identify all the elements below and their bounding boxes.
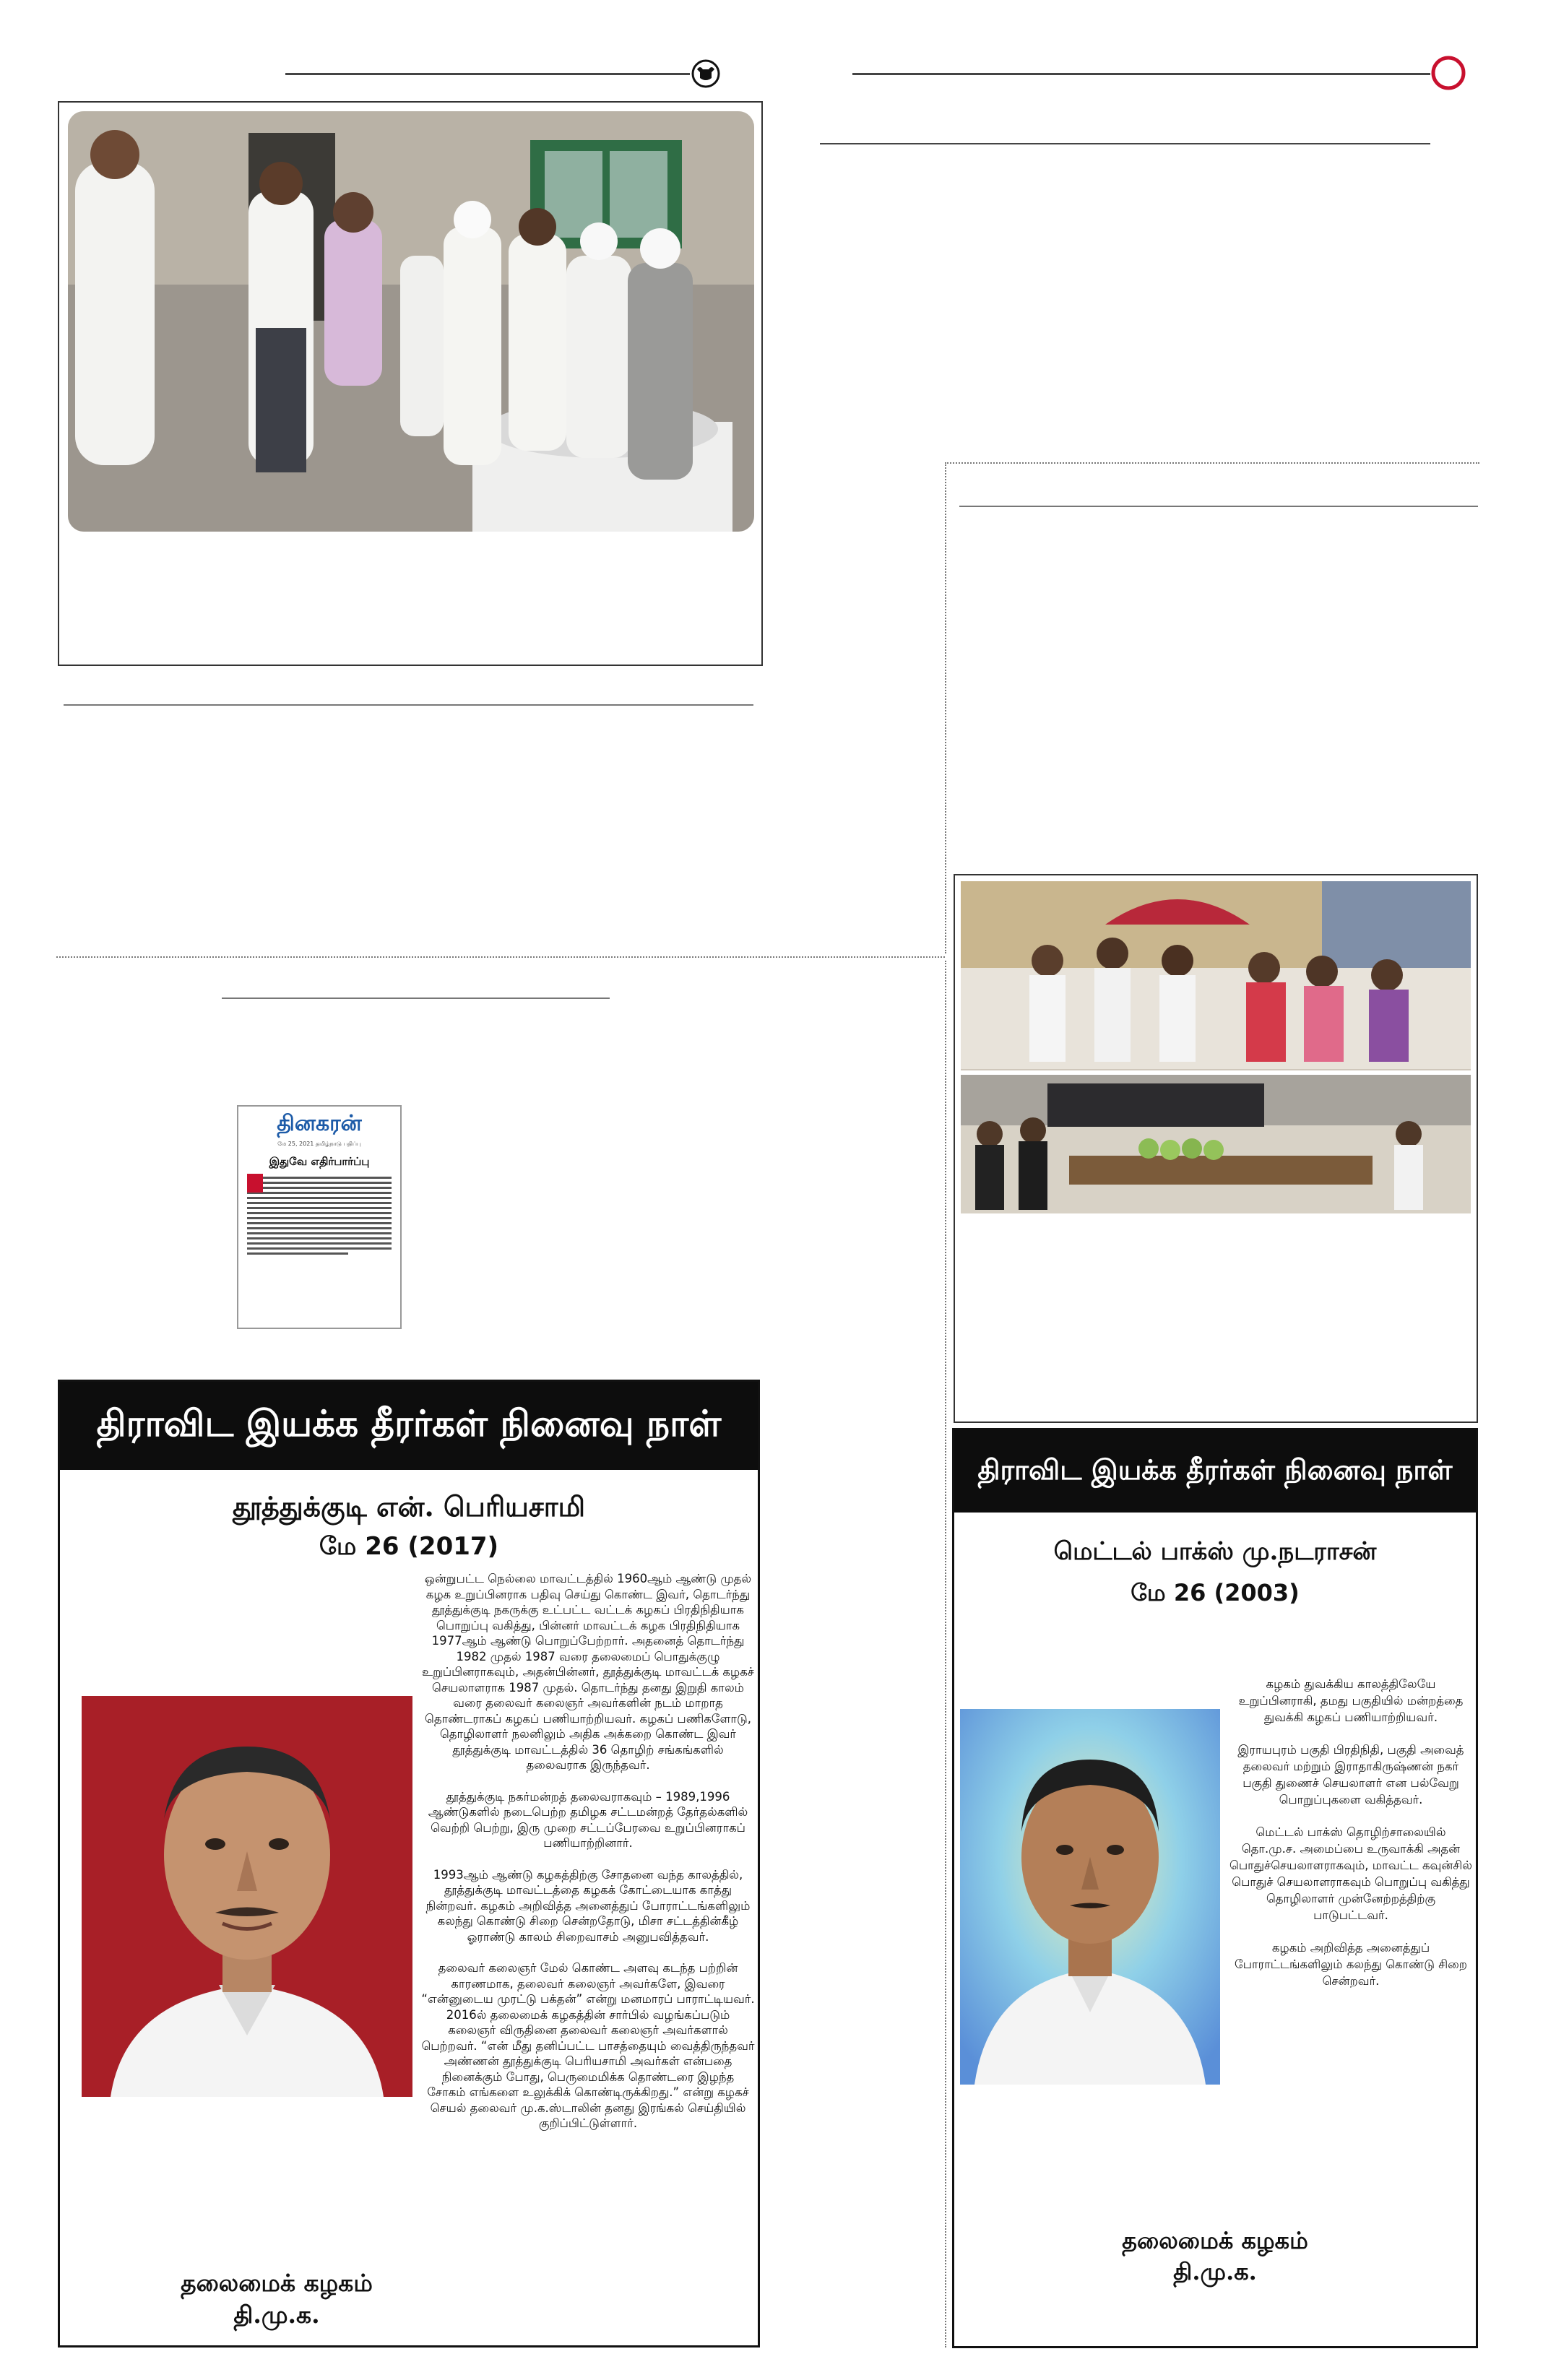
column-separator [56,956,945,958]
biography-paragraph: தூத்துக்குடி நகர்மன்றத் தலைவராகவும் – 1989,1996 ஆண்டுகளில் நடைபெற்ற தமிழக சட்டமன்றத் தேர்தல்களில் வெற்றி பெற்று, இரு முறை சட்டப்பேரவை உறுப்பினராகப் பணியாற்றினார். [428,1789,748,1850]
memorial-date: மே 26 (2003) [1131,1579,1300,1606]
column-separator [945,961,946,2347]
memorial-header: திராவிட இயக்க தீரர்கள் நினைவு நாள் [954,1430,1476,1513]
memorial-name: தூத்துக்குடி என். பெரியசாமி [232,1490,586,1523]
bull-emblem-icon [690,58,722,90]
clipping-headline: இதுவே எதிர்பார்ப்பு [269,1155,370,1168]
memorial-footer-party: தி.மு.க. [233,2301,320,2329]
biography-paragraph: கழகம் துவக்கிய காலத்திலேயே உறுப்பினராகி, தமது பகுதியில் மன்றத்தை துவக்கி கழகப் பணியாற்றியவர். [1238,1677,1464,1724]
section-rule [820,143,1430,144]
column-separator [945,462,946,953]
memorial-left [58,1380,760,2347]
memorial-date: மே 26 (2017) [319,1532,499,1561]
memorial-footer-org: தலைமைக் கழகம் [1122,2227,1308,2254]
biography-paragraph: மெட்டல் பாக்ஸ் தொழிற்சாலையில் தொ.மு.ச. அமைப்பை உருவாக்கி அதன் பொதுச்செயலாளராகவும், மாவட்ட கவுன்சில் பொதுச் செயலாளராகவும் பொறுப்பு வகித்து தொழிலாளர் முன்னேற்றத்திற்கு பாடுபட்டவர். [1229,1825,1472,1922]
portrait-photo [82,1696,412,2097]
clipping-masthead: தினகரன் [277,1111,362,1136]
biography-paragraph: கழகம் அறிவித்த அனைத்துப் போராட்டங்களிலும் கலந்து கொண்டு சிறை சென்றவர். [1235,1941,1467,1988]
biography-paragraph: தலைவர் கலைஞர் மேல் கொண்ட அளவு கடந்த பற்றின் காரணமாக, தலைவர் கலைஞர் அவர்களே, இவரை “என்னுடைய முரட்டு பக்தன்” என்று மனமாரப் பாராட்டியவர். 2016ல் தலைமைக் கழகத்தின் சார்பில் வழங்கப்படும் கலைஞர் விருதினை தலைவர் கலைஞர் அவர்களால் பெற்றவர். “என் மீது தனிப்பட்ட பாசத்தையும் வைத்திருந்தவர் அண்ணன் தூத்துக்குடி பெரியசாமி அவர்கள் என்பதை நினைக்கும் போது, பெருமைமிக்க தொண்டரை இழந்த சோகம் எங்களை உலுக்கிக் கொண்டிருக்கிறது.” என்று கழகச் செயல் தலைவர் மு.க.ஸ்டாலின் தனது இரங்கல் செய்தியில் குறிப்பிட்டுள்ளார். [421,1961,755,2130]
portrait-photo [960,1709,1220,2085]
event-collage-photo [961,881,1471,1213]
biography-paragraph: இராயபுரம் பகுதி பிரதிநிதி, பகுதி அவைத் தலைவர் மற்றும் இராதாகிருஷ்ணன் நகர் பகுதி துணைச் செயலாளர் என பல்வேறு பொறுப்புகளை வகித்தவர். [1237,1743,1464,1806]
memorial-footer-party: தி.மு.க. [1173,2258,1257,2285]
leaders-visit-photo [68,111,754,532]
red-circle-icon [1430,55,1466,91]
header-rule-right [852,73,1430,75]
section-rule [222,998,610,999]
biography-paragraph: 1993ஆம் ஆண்டு கழகத்திற்கு சோதனை வந்த காலத்தில், தூத்துக்குடி மாவட்டத்தை கழகக் கோட்டையாக காத்து நின்றவர். கழகம் அறிவித்த அனைத்துப் போராட்டங்களிலும் கலந்து கொண்டு சிறை சென்றதோடு, மிசா சட்டத்தின்கீழ் ஓராண்டு காலம் சிறைவாசம் அனுபவித்தவர். [425,1867,751,1944]
memorial-right [952,1428,1478,2348]
memorial-biography [421,1571,755,2147]
column-separator [945,462,1479,464]
clipping-date: மே 25, 2021 தமிழ்நாடு பதிப்பு [277,1141,361,1147]
top-photo-box [58,101,763,666]
memorial-name: மெட்டல் பாக்ஸ் மு.நடராசன் [1053,1537,1377,1566]
right-photo-box [954,874,1478,1423]
clipping-body [238,1169,400,1255]
header-rule-left [285,73,690,75]
section-rule [959,506,1478,507]
memorial-biography [1229,1676,1473,2005]
biography-paragraph: ஒன்றுபட்ட நெல்லை மாவட்டத்தில் 1960ஆம் ஆண்டு முதல் கழக உறுப்பினராக பதிவு செய்து கொண்ட இவர், தொடர்ந்து தூத்துக்குடி நகருக்கு உட்பட்ட வட்டக் கழகப் பிரதிநிதியாக பொறுப்பு வகித்து, பின்னர் மாவட்டக் கழக பிரதிநிதியாக 1977ஆம் ஆண்டு பொறுப்பேற்றார். அதனைத் தொடர்ந்து 1982 முதல் 1987 வரை தலைமைப் பொதுக்குழு உறுப்பினராகவும், அதன்பின்னர், தூத்துக்குடி மாவட்டக் கழகச் செயலாளராக 1987 முதல். தொடர்ந்து தனது இறுதி காலம் வரை தலைவர் கலைஞர் அவர்களின் நடம் மாறாத தொண்டராகப் கழகப் பணியாற்றியவர். கழகப் பணிகளோடு, தொழிலாளர் நலனிலும் அதிக அக்கறை கொண்ட இவர் தூத்துக்குடி மாவட்டத்தில் 36 தொழிற் சங்கங்களில் தலைவராக இருந்தவர். [422,1572,754,1772]
memorial-footer-org: தலைமைக் கழகம் [181,2269,373,2297]
newspaper-clipping [237,1105,402,1329]
memorial-header: திராவிட இயக்க தீரர்கள் நினைவு நாள் [60,1382,758,1470]
section-rule [64,704,753,706]
